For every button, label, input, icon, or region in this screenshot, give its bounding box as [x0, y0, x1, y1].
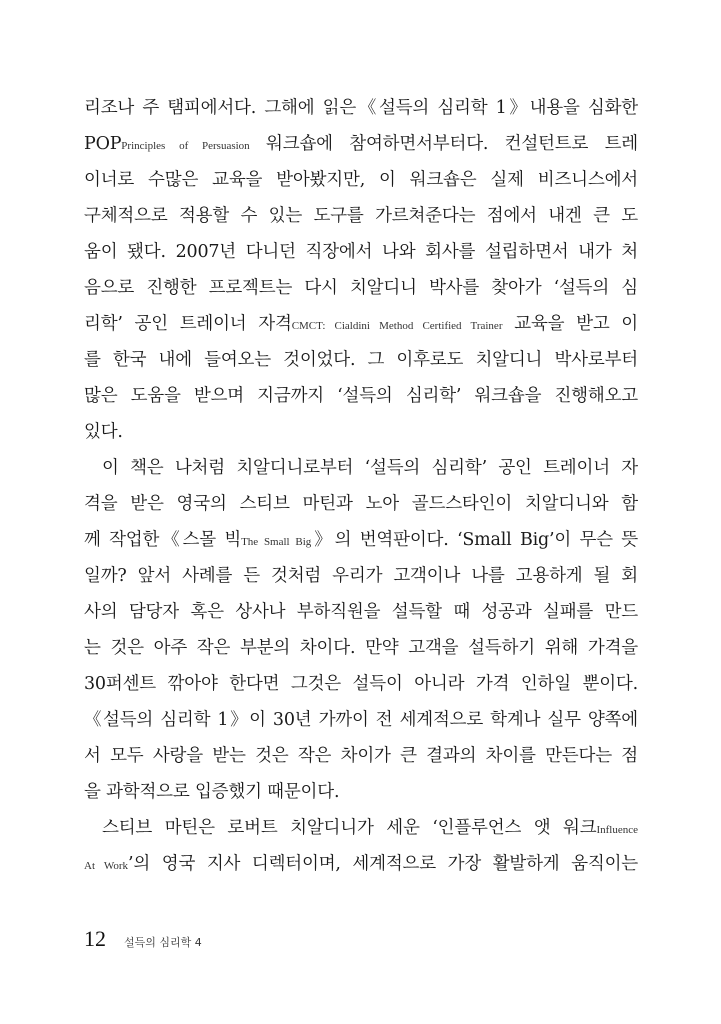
- text-line: 음으로 진행한 프로젝트는 다시 치알디니 박사를 찾아가 ‘설득의 심: [84, 278, 638, 298]
- text-line: 일까? 앞서 사례를 든 것처럼 우리가 고객이나 나를 고용하게 될 회: [84, 566, 638, 586]
- page-number: 12: [84, 926, 106, 951]
- text-line: 이 책은 나처럼 치알디니로부터 ‘설득의 심리학’ 공인 트레이너 자: [102, 458, 638, 478]
- english-gloss: Influence: [596, 824, 638, 836]
- text-line: 많은 도움을 받으며 지금까지 ‘설득의 심리학’ 워크숍을 진행해오고: [84, 386, 638, 406]
- text-line: 는 것은 아주 작은 부분의 차이다. 만약 고객을 설득하기 위해 가격을: [84, 638, 638, 658]
- text-line: 있다.: [84, 422, 123, 442]
- text-line: 를 한국 내에 들여오는 것이었다. 그 이후로도 치알디니 박사로부터: [84, 350, 638, 370]
- text-line: 30퍼센트 깎아야 한다면 그것은 설득이 아니라 가격 인하일 뿐이다.: [84, 674, 638, 694]
- text-line: 리학’ 공인 트레이너 자격CMCT: Cialdini Method Certified Trainer 교육을 받고 이: [84, 314, 638, 334]
- english-gloss: Principles of Persuasion: [121, 140, 250, 152]
- english-gloss: The Small Big: [241, 536, 312, 548]
- text-line: 리조나 주 탬피에서다. 그해에 읽은《설득의 심리학 1》내용을 심화한: [84, 98, 638, 118]
- text-line: 께 작업한《스몰 빅The Small Big》의 번역판이다. ‘Small Big’이 무슨 뜻: [84, 530, 638, 550]
- page-footer: [84, 926, 202, 956]
- text-line: 격을 받은 영국의 스티브 마틴과 노아 골드스타인이 치알디니와 함: [84, 494, 638, 514]
- english-gloss: At Work: [84, 860, 129, 872]
- running-title: 설득의 심리학 4: [124, 936, 202, 949]
- text-line: 움이 됐다. 2007년 다니던 직장에서 나와 회사를 설립하면서 내가 처: [84, 242, 638, 262]
- text-line: 구체적으로 적용할 수 있는 도구를 가르쳐준다는 점에서 내겐 큰 도: [84, 206, 638, 226]
- english-gloss: CMCT: Cialdini Method Certified Trainer: [291, 320, 503, 332]
- text-line: 이너로 수많은 교육을 받아봤지만, 이 워크숍은 실제 비즈니스에서: [84, 170, 638, 190]
- text-line: At Work’의 영국 지사 디렉터이며, 세계적으로 가장 활발하게 움직이는: [84, 854, 638, 874]
- text-line: 을 과학적으로 입증했기 때문이다.: [84, 782, 340, 802]
- text-line: POPPrinciples of Persuasion 워크숍에 참여하면서부터다. 컨설턴트로 트레: [84, 134, 638, 154]
- text-line: 사의 담당자 혹은 상사나 부하직원을 설득할 때 성공과 실패를 만드: [84, 602, 638, 622]
- text-line: 《설득의 심리학 1》이 30년 가까이 전 세계적으로 학계나 실무 양쪽에: [84, 710, 638, 730]
- text-line: 스티브 마틴은 로버트 치알디니가 세운 ‘인플루언스 앳 워크Influence: [102, 818, 638, 838]
- text-line: 서 모두 사랑을 받는 것은 작은 차이가 큰 결과의 차이를 만든다는 점: [84, 746, 638, 766]
